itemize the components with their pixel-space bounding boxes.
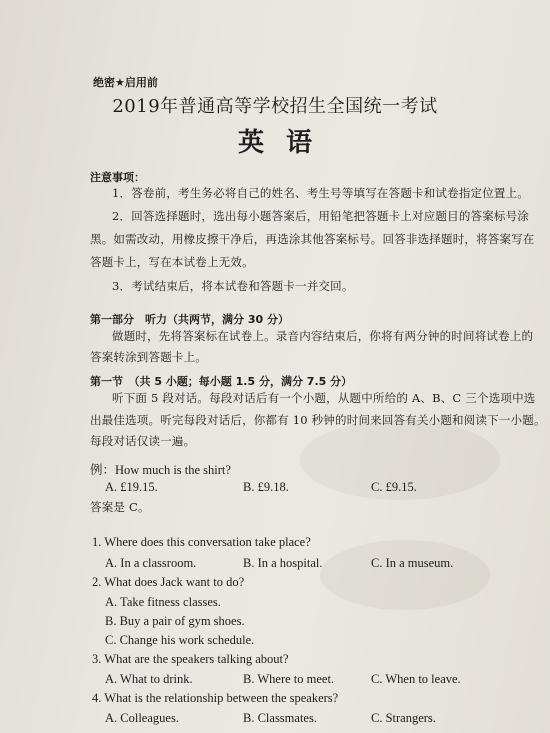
option-b: B. Buy a pair of gym shoes. [105,614,245,628]
example-option-b: B. £9.18. [243,480,289,494]
option-c: C. When to leave. [371,672,461,686]
notice-line: 黑。如需改动，用橡皮擦干净后，再选涂其他答案标号。回答非选择题时，将答案写在 [90,232,535,246]
section-heading: 第一节 （共 5 小题；每小题 1.5 分，满分 7.5 分） [90,375,353,388]
notice-line: 答题卡上，写在本试卷上无效。 [90,255,254,269]
option-b: B. Where to meet. [243,672,335,686]
notice-heading: 注意事项： [90,171,145,184]
option-c: C. Change his work schedule. [105,633,255,647]
part-instruction: 做题时，先将答案标在试卷上。录音内容结束后，你将有两分钟的时间将试卷上的 [112,329,534,343]
option-c: C. Strangers. [371,711,436,725]
option-a: A. In a classroom. [105,556,197,570]
subject-title: 英语 [237,128,334,158]
option-b: B. In a hospital. [243,556,323,570]
option-b: B. Classmates. [243,711,317,725]
example-option-c: C. £9.15. [371,480,417,494]
option-c: C. In a museum. [371,556,454,570]
option-a: A. What to drink. [105,672,193,686]
section-instruction: 出最佳选项。听完每段对话后，你都有 10 秒钟的时间来回答有关小题和阅读下一小题。 [90,413,546,427]
notice-line: 1．答卷前，考生务必将自己的姓名、考生号等填写在答题卡和试卷指定位置上。 [112,186,530,200]
example-option-a: A. £19.15. [105,480,158,494]
option-a: A. Take fitness classes. [105,595,221,609]
example-question: 例：How much is the shirt? [90,463,231,477]
part-heading: 第一部分 听力（共两节，满分 30 分） [90,313,289,326]
exam-title: 2019年普通高等学校招生全国统一考试 [112,96,438,117]
section-instruction: 每段对话仅读一遍。 [90,434,196,448]
confidential-label: 绝密★启用前 [93,76,158,89]
question-stem: 4. What is the relationship between the speakers? [92,691,339,705]
question-stem: 1. Where does this conversation take place? [92,535,311,549]
question-stem: 3. What are the speakers talking about? [92,652,289,666]
notice-line: 3．考试结束后，将本试卷和答题卡一并交回。 [112,279,354,293]
question-stem: 2. What does Jack want to do? [92,575,245,589]
option-a: A. Colleagues. [105,711,179,725]
bleed-through-smudge [320,540,490,610]
notice-line: 2．回答选择题时，选出每小题答案后，用铅笔把答题卡上对应题目的答案标号涂 [112,209,530,223]
part-instruction: 答案转涂到答题卡上。 [90,350,207,364]
example-answer: 答案是 C。 [90,500,150,514]
section-instruction: 听下面 5 段对话。每段对话后有一个小题，从题中所给的 A、B、C 三个选项中选 [112,391,536,405]
